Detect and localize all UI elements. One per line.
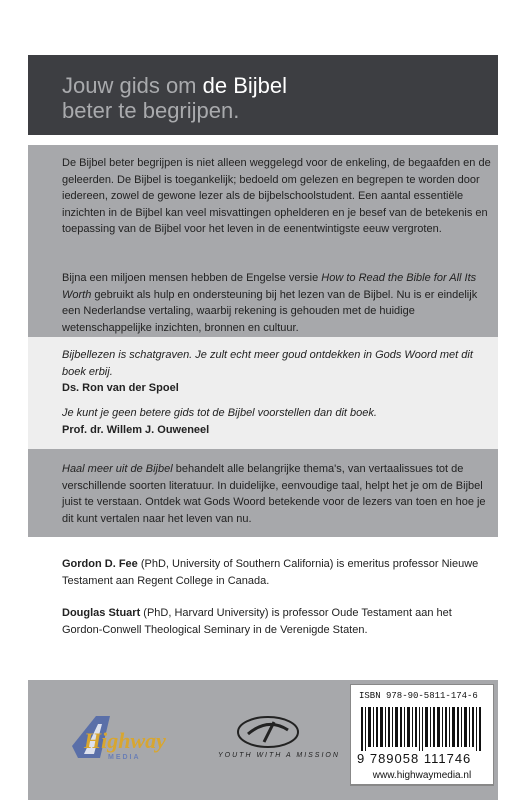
header-highlight: de Bijbel <box>202 73 288 98</box>
intro-paragraph-2: Bijna een miljoen mensen hebben de Engelse versie How to Read the Bible for All Its Worth gebruikt als hulp en ondersteuning bij het lezen van de Bijbel. Nu is er eindelijk een Nederlandse vertaling, waarbij rekening is gehouden met de huidige wetenschappelijke inzichten, bronnen en cultuur. <box>62 272 478 334</box>
quotes-panel <box>28 337 498 449</box>
author-stuart: Douglas Stuart (PhD, Harvard University) is professor Oude Testament aan het Gordon-Conwell Theological Seminary in de Verenigde Staten. <box>62 607 452 636</box>
ywam-globe-icon <box>228 712 308 752</box>
book-title-dutch: Haal meer uit de Bijbel <box>62 463 173 475</box>
header-line-2: beter te begrijpen. <box>62 98 240 123</box>
header-line-1: Jouw gids om de Bijbel <box>62 73 288 98</box>
quote-2-author: Prof. dr. Willem J. Ouweneel <box>62 423 210 436</box>
highway-logo-sub: MEDIA <box>108 754 141 761</box>
highway-logo-word: Highway <box>84 728 166 753</box>
highway-media-logo <box>66 706 176 768</box>
isbn-text: ISBN 978-90-5811-174-6 <box>359 691 478 701</box>
header-banner <box>28 55 498 135</box>
intro-panel <box>28 145 498 337</box>
summary-panel <box>28 449 498 537</box>
intro-paragraph-1: De Bijbel beter begrijpen is niet alleen weggelegd voor de enkeling, de begaafden en de geleerden. De Bijbel is toegankelijk; bedoeld om gelezen en begrepen te worden door iedereen, zowel de gewone lezer als de bijbelschoolstudent. Een aantal essentiële inzichten in de Bijbel kan veel misvattingen ophelderen en je besef van de betekenis en toepassing van de Bijbel voor het leven in de eenentwintigste eeuw vergroten. <box>62 157 491 235</box>
back-cover <box>28 0 498 800</box>
quote-2-text: Je kunt je geen betere gids tot de Bijbel voorstellen dan dit boek. <box>62 407 377 419</box>
book-title-english: How to Read the Bible for All Its Worth <box>62 272 477 301</box>
author-fee: Gordon D. Fee (PhD, University of Southern California) is emeritus professor Nieuwe Testament aan Regent College in Canada. <box>62 558 479 587</box>
ywam-text: YOUTH WITH A MISSION <box>218 752 340 759</box>
summary-paragraph: Haal meer uit de Bijbel behandelt alle belangrijke thema's, van vertaalissues tot de verschillende soorten literatuur. In duidelijke, eenvoudige taal, helpt het je om de Bijbel juist te verstaan. Ontdek wat Gods Woord betekende voor de lezers van toen en hoe je dit kunt vertalen naar het leven van nu. <box>62 463 486 525</box>
footer-band <box>28 680 498 800</box>
barcode-number: 9 789058 111746 <box>357 751 472 766</box>
author-fee-name: Gordon D. Fee <box>62 558 138 570</box>
publisher-website[interactable]: www.highwaymedia.nl <box>350 768 494 785</box>
quote-1-author: Ds. Ron van der Spoel <box>62 382 179 394</box>
quote-2 <box>62 405 492 438</box>
quote-1-text: Bijbellezen is schatgraven. Je zult echt meer goud ontdekken in Gods Woord met dit boek erbij. <box>62 349 473 378</box>
barcode-icon <box>359 707 485 751</box>
author-stuart-name: Douglas Stuart <box>62 607 141 619</box>
ywam-logo <box>218 712 348 772</box>
quote-1 <box>62 347 492 397</box>
